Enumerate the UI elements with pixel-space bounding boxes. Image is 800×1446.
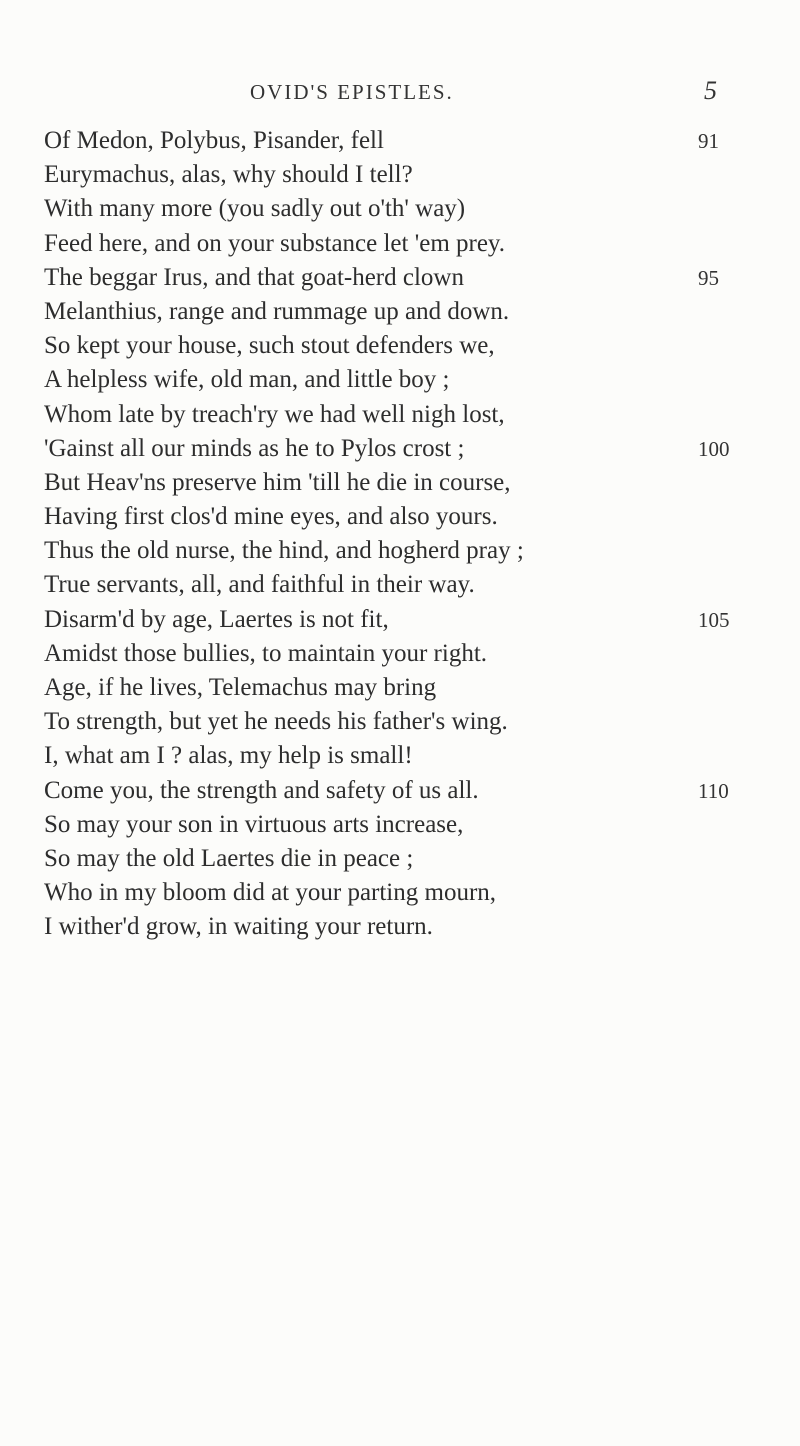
verse-line [0,124,800,158]
verse-line [0,227,800,261]
verse-line [0,808,800,842]
verse-text: I, what am I ? alas, my help is small! [44,742,413,770]
line-number: 105 [698,607,730,632]
verse-line [0,500,800,534]
verse-text: True servants, all, and faithful in their way. [44,571,475,599]
verse-line [0,363,800,397]
verse-text: Whom late by treach'ry we had well nigh lost, [44,400,505,428]
page-number: 5 [704,76,717,105]
running-head: OVID'S EPISTLES. [250,80,454,104]
verse-line [0,774,800,808]
verse-text: Thus the old nurse, the hind, and hogherd pray ; [44,537,524,565]
verse-text: I wither'd grow, in waiting your return. [44,913,433,941]
verse-line [0,534,800,568]
verse-text: Feed here, and on your substance let 'em prey. [44,229,506,257]
verse-line [0,637,800,671]
verse-text: Disarm'd by age, Laertes is not fit, [44,605,389,633]
verse-line [0,568,800,602]
verse-line [0,842,800,876]
verse-text: Come you, the strength and safety of us all. [44,776,479,804]
verse-line [0,705,800,739]
line-number: 110 [698,778,729,803]
verse-text: But Heav'ns preserve him 'till he die in course, [44,468,511,496]
verse-line [0,192,800,226]
verse-line [0,261,800,295]
verse-text: Amidst those bullies, to maintain your right. [44,639,488,667]
verse-text: Of Medon, Polybus, Pisander, fell [44,127,384,154]
verse-line [0,295,800,329]
verse-text: So may your son in virtuous arts increase, [44,810,464,838]
verse-text: Who in my bloom did at your parting mourn, [44,879,497,907]
verse-line [0,432,800,466]
verse-line [0,398,800,432]
verse-text: So may the old Laertes die in peace ; [44,844,414,872]
line-number: 95 [698,265,719,290]
verse-text: The beggar Irus, and that goat-herd clown [44,263,464,291]
verse-text: 'Gainst all our minds as he to Pylos crost ; [44,434,465,462]
verse-text: Age, if he lives, Telemachus may bring [44,674,437,701]
verse-text: A helpless wife, old man, and little boy ; [44,366,450,394]
poem-text [0,124,800,945]
verse-line [0,671,800,705]
line-number: 91 [698,129,719,153]
verse-line [0,603,800,637]
verse-text: Melanthius, range and rummage up and down. [44,297,510,325]
verse-text: With many more (you sadly out o'th' way) [44,195,466,223]
verse-line [0,910,800,944]
verse-line [0,466,800,500]
verse-text: So kept your house, such stout defenders we, [44,332,495,360]
verse-line [0,739,800,773]
verse-text: Having first clos'd mine eyes, and also yours. [44,503,498,531]
verse-text: To strength, but yet he needs his father's wing. [44,708,508,736]
verse-line [0,876,800,910]
verse-line [0,158,800,192]
line-number: 100 [698,436,730,461]
verse-line [0,329,800,363]
verse-text: Eurymachus, alas, why should I tell? [44,161,413,189]
